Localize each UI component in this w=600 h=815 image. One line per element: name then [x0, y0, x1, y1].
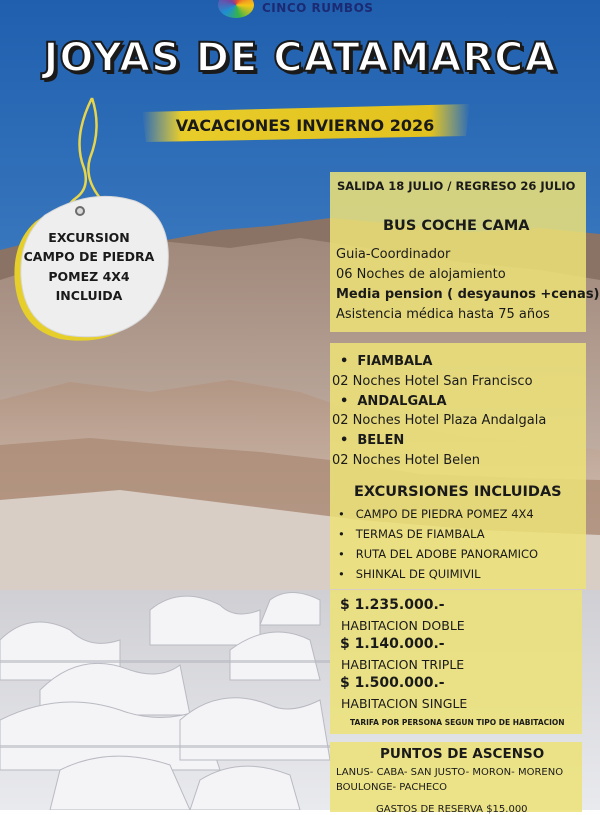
boarding-heading: PUNTOS DE ASCENSO	[380, 746, 545, 762]
tag-line: EXCURSION	[48, 230, 130, 245]
globe-logo-icon	[218, 0, 254, 18]
stay-place: • ANDALGALA	[340, 394, 447, 409]
excursion-item: • SHINKAL DE QUIMIVIL	[338, 567, 481, 581]
stay-place: • FIAMBALA	[340, 354, 433, 369]
meal-plan: Media pension ( desyaunos +cenas)	[336, 287, 600, 302]
tag-line: CAMPO DE PIEDRA	[23, 249, 155, 265]
subtitle: VACACIONES INVIERNO 2026	[175, 116, 435, 135]
excursions-heading: EXCURSIONES INCLUIDAS	[354, 484, 562, 500]
medical-assistance: Asistencia médica hasta 75 años	[336, 307, 550, 322]
boarding-line: BOULONGE- PACHECO	[336, 782, 448, 793]
stay-detail: 02 Noches Hotel Belen	[332, 453, 480, 468]
price-amount: $ 1.500.000.-	[340, 675, 445, 691]
trip-dates: SALIDA 18 JULIO / REGRESO 26 JULIO	[337, 179, 576, 193]
room-type: HABITACION TRIPLE	[341, 657, 465, 672]
price-amount: $ 1.140.000.-	[340, 636, 445, 652]
include-item: 06 Noches de alojamiento	[336, 267, 506, 282]
room-type: HABITACION SINGLE	[341, 696, 468, 711]
page-title: JOYAS DE CATAMARCA	[43, 35, 557, 81]
stay-place: • BELEN	[340, 433, 405, 448]
tag-line: INCLUIDA	[55, 288, 123, 304]
stay-detail: 02 Noches Hotel Plaza Andalgala	[332, 413, 547, 428]
excursion-item: • RUTA DEL ADOBE PANORAMICO	[338, 547, 539, 561]
excursion-item: • CAMPO DE PIEDRA POMEZ 4X4	[338, 507, 534, 521]
excursion-item: • TERMAS DE FIAMBALA	[338, 527, 485, 541]
boarding-line: LANUS- CABA- SAN JUSTO- MORON- MORENO	[336, 767, 564, 778]
include-item: Guia-Coordinador	[336, 247, 451, 262]
brand-name: CINCO RUMBOS	[262, 1, 374, 15]
room-type: HABITACION DOBLE	[341, 618, 465, 633]
price-amount: $ 1.235.000.-	[340, 597, 445, 613]
brand-logo	[218, 0, 373, 18]
reservation-fee: GASTOS DE RESERVA $15.000	[376, 804, 528, 815]
stay-detail: 02 Noches Hotel San Francisco	[332, 374, 533, 389]
tag-line: POMEZ 4X4	[48, 268, 130, 284]
price-note: TARIFA POR PERSONA SEGUN TIPO DE HABITACION	[350, 718, 565, 727]
excursion-tag	[14, 228, 164, 306]
transport-heading: BUS COCHE CAMA	[383, 218, 530, 234]
